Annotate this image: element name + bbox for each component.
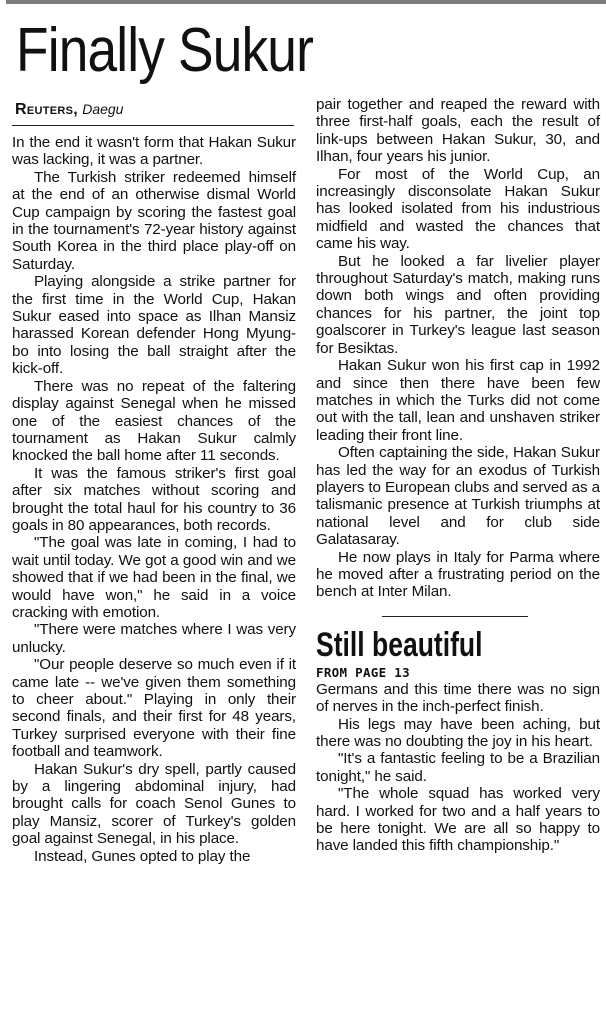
story-divider <box>382 616 528 617</box>
paragraph: Hakan Sukur won his first cap in 1992 and since then there have been few matches in which the Turks did not come out with the tall, lean and unshaven striker leading their front line. <box>316 357 600 444</box>
paragraph: "There were matches where I was very unlucky. <box>12 621 296 656</box>
headline: Finally Sukur <box>16 16 314 85</box>
top-border-line <box>6 0 606 4</box>
paragraph: Playing alongside a strike partner for the first time in the World Cup, Hakan Sukur eased into space as Ilhan Mansiz harassed Korean defender Hong Myung-bo into losing the ball straight after the kick-off. <box>12 273 296 378</box>
paragraph: He now plays in Italy for Parma where he moved after a frustrating period on the bench at Inter Milan. <box>316 548 600 601</box>
paragraph: "The goal was late in coming, I had to wait until today. We got a good win and we showed that if we had been in the final, we would have won," he said in a voice cracking with emotion. <box>12 534 296 621</box>
paragraph: In the end it wasn't form that Hakan Sukur was lacking, it was a partner. <box>12 134 296 169</box>
paragraph: Instead, Gunes opted to play the <box>34 847 251 865</box>
paragraph: There was no repeat of the faltering display against Senegal when he missed one of the easiest chances of the tournament as Hakan Sukur calmly knocked the ball home after 11 seconds. <box>12 377 296 465</box>
byline-agency: Reuters, <box>15 101 79 118</box>
paragraph: It was the famous striker's first goal after six matches without scoring and brought the total haul for his country to 36 goals in 80 appearances, both records. <box>12 464 296 534</box>
jump-line: FROM PAGE 13 <box>316 664 410 680</box>
paragraph: His legs may have been aching, but there was no doubting the joy in his heart. <box>316 715 600 750</box>
paragraph: "It's a fantastic feeling to be a Brazilian tonight," he said. <box>316 750 600 785</box>
paragraph: pair together and reaped the reward with three first-half goals, each the result of link-ups between Hakan Sukur, 30, and Ilhan, four years his junior. <box>316 96 600 166</box>
paragraph: Germans and this time there was no sign of nerves in the inch-perfect finish. <box>316 680 600 716</box>
second-story-headline: Still beautiful <box>316 625 483 664</box>
paragraph: For most of the World Cup, an increasingly disconsolate Hakan Sukur has looked isolated from his industrious midfield and wasted the chances that came his way. <box>316 165 600 253</box>
paragraph: "Our people deserve so much even if it came late -- we've given them something to cheer about." Playing in only their second finals, and their first for 48 years, Turkey surprised everyone with their fine football and teamwork. <box>12 656 296 761</box>
paragraph: Hakan Sukur's dry spell, partly caused by a lingering abdominal injury, had brought calls for coach Senol Gunes to play Mansiz, scorer of Turkey's golden goal against Senegal, in his place. <box>12 760 296 848</box>
paragraph: But he looked a far livelier player throughout Saturday's match, making runs down both wings and often providing chances for his partner, the joint top goalscorer in Turkey's league last season for Besiktas. <box>316 252 600 357</box>
byline-place: Daegu <box>82 101 124 117</box>
article-left-column <box>12 96 296 865</box>
paragraph: "The whole squad has worked very hard. I worked for two and a half years to be here tonight. We are all so happy to have landed this fifth championship." <box>316 785 600 855</box>
paragraph: Often captaining the side, Hakan Sukur has led the way for an exodus of Turkish players to European clubs and served as a talismanic presence at Turkish triumphs at national level and for club side Galatasaray. <box>316 444 600 549</box>
byline-divider <box>12 125 294 126</box>
article-right-column <box>312 96 600 855</box>
paragraph: The Turkish striker redeemed himself at the end of an otherwise dismal World Cup campaign by scoring the fastest goal in the tournament's 72-year history against South Korea in the third place play-off on Saturday. <box>12 168 296 273</box>
byline <box>15 101 296 119</box>
